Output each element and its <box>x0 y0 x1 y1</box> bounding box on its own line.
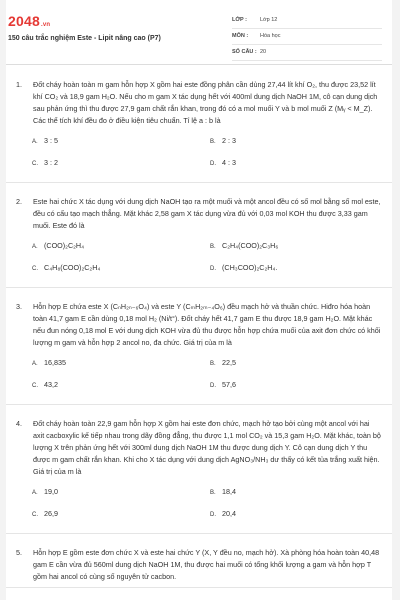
option-a[interactable] <box>32 240 84 252</box>
question-text <box>16 196 382 232</box>
question-body: Đốt cháy hoàn toàn m gam hỗn hợp X gồm hai este đồng phân cần dùng 27,44 lít khí O₂, thu được 23,52 lít khí CO₂ và 18,9 gam H₂O. Nếu cho m gam X tác dụng hết với 400ml dung dịch NaOH 1M, cô cạn dung dịch sau phản ứng thì thu được 27,9 gam chất rắn khan, trong đó có a mol muối Y và b mol muối Z (Mᵧ < M_Z). Các thể tích khí đều đo ở điều kiện tiêu chuẩn. Tỉ lệ a : b là <box>33 80 378 125</box>
meta-value: Lớp 12 <box>260 17 278 23</box>
logo-suffix: .vn <box>40 22 51 28</box>
option-c[interactable] <box>32 379 58 391</box>
question-text <box>16 418 382 478</box>
option-text: 3 : 2 <box>44 158 58 167</box>
site-logo[interactable] <box>8 13 50 29</box>
answer-options <box>32 354 382 400</box>
option-letter: B. <box>210 139 216 145</box>
question-number: 5. <box>16 548 22 557</box>
option-letter: A. <box>32 244 38 250</box>
option-letter: D. <box>210 512 216 518</box>
question-1 <box>6 66 392 183</box>
question-body: Este hai chức X tác dụng với dung dịch NaOH tạo ra một muối và một ancol đều có số mol bằng số mol este, đều có cấu tạo mạch thẳng. Mặt khác 2,58 gam X tác dụng vừa đủ với 0,03 mol KOH thu được 3,33 gam muối. Este đó là <box>33 197 381 230</box>
meta-key: SỐ CÂU : <box>232 49 257 55</box>
option-b[interactable] <box>210 135 236 147</box>
question-text <box>16 547 382 583</box>
option-b[interactable] <box>210 486 236 498</box>
option-letter: D. <box>210 383 216 389</box>
option-a[interactable] <box>32 135 58 147</box>
option-text: 20,4 <box>222 509 236 518</box>
meta-row-subject <box>232 29 382 45</box>
question-5 <box>6 534 392 588</box>
option-letter: A. <box>32 139 38 145</box>
document-header <box>6 0 392 65</box>
option-text: 26,9 <box>44 509 58 518</box>
document-page <box>6 0 392 600</box>
option-c[interactable] <box>32 508 58 520</box>
meta-row-class <box>232 13 382 29</box>
document-title: 150 câu trắc nghiệm Este - Lipit nâng cao (P7) <box>8 35 161 42</box>
option-d[interactable] <box>210 508 236 520</box>
question-text <box>16 301 382 349</box>
option-text: C₄H₈(COO)₂C₂H₄ <box>44 263 101 272</box>
option-b[interactable] <box>210 357 236 369</box>
option-text: 43,2 <box>44 380 58 389</box>
option-d[interactable] <box>210 157 236 169</box>
meta-value: Hóa học <box>260 33 281 39</box>
option-text: C₂H₄(COO)₂C₃H₆ <box>222 241 279 250</box>
question-body: Hỗn hợp E gồm este đơn chức X và este hai chức Y (X, Y đều no, mạch hở). Xà phòng hóa hoàn toàn 40,48 gam E cần vừa đủ 560ml dung dịch NaOH 1M, thu được hai muối có tổng khối lượng a gam và hỗn hợp T gồm hai ancol có cùng số nguyên tử cacbon. <box>33 548 380 581</box>
option-d[interactable] <box>210 379 236 391</box>
option-text: 2 : 3 <box>222 136 236 145</box>
option-a[interactable] <box>32 357 66 369</box>
option-letter: B. <box>210 361 216 367</box>
question-number: 3. <box>16 302 22 311</box>
meta-row-count <box>232 45 382 61</box>
document-meta <box>232 13 382 61</box>
question-3 <box>6 288 392 405</box>
option-letter: B. <box>210 490 216 496</box>
answer-options <box>32 237 382 283</box>
answer-options <box>32 483 382 529</box>
option-text: (CH₃COO)₂C₂H₄. <box>222 263 278 272</box>
option-letter: C. <box>32 266 38 272</box>
question-4 <box>6 405 392 534</box>
answer-options <box>32 132 382 178</box>
option-text: (COO)₂C₂H₄ <box>44 241 85 250</box>
option-b[interactable] <box>210 240 278 252</box>
option-letter: D. <box>210 266 216 272</box>
option-c[interactable] <box>32 157 58 169</box>
option-d[interactable] <box>210 262 277 274</box>
logo-text: 2048 <box>8 13 40 29</box>
option-text: 4 : 3 <box>222 158 236 167</box>
option-a[interactable] <box>32 486 58 498</box>
question-number: 2. <box>16 197 22 206</box>
question-number: 1. <box>16 80 22 89</box>
question-number: 4. <box>16 419 22 428</box>
question-body: Hỗn hợp E chứa este X (CₙH₂ₙ₋₆O₄) và este Y (CₘH₂ₘ₋₄O₆) đều mạch hở và thuần chức. Hiđro hóa hoàn toàn 41,7 gam E cần dùng 0,18 mol H₂ (Ni/t°). Đốt cháy hết 41,7 gam E thu được 18,9 gam H₂O. Mặt khác nếu đun nóng 0,18 mol E với dung dịch KOH vừa đủ thu được hỗn hợp chứa muối của axit đơn chức có khối lượng m gam và hỗn hợp 2 ancol no, đa chức. Giá trị của m là <box>33 302 381 347</box>
option-letter: A. <box>32 361 38 367</box>
meta-key: MÔN : <box>232 33 249 39</box>
question-2 <box>6 183 392 288</box>
option-letter: D. <box>210 161 216 167</box>
option-letter: C. <box>32 512 38 518</box>
option-text: 16,835 <box>44 358 66 367</box>
option-letter: C. <box>32 383 38 389</box>
meta-value: 20 <box>260 49 267 55</box>
option-text: 22,5 <box>222 358 236 367</box>
option-letter: A. <box>32 490 38 496</box>
question-text <box>16 79 382 127</box>
question-body: Đốt cháy hoàn toàn 22,9 gam hỗn hợp X gồm hai este đơn chức, mạch hở tạo bởi cùng một ancol với hai axit cacboxylic kế tiếp nhau trong dãy đồng đẳng, thu được 1,1 mol CO₂ và 15,3 gam H₂O. Mặt khác, toàn bộ lượng X trên phản ứng hết với 300ml dung dịch NaOH 1M thu được dung dịch Y. Cô cạn dung dịch Y thu được m gam chất rắn khan. Khi cho X tác dụng với dung dịch AgNO₃/NH₃ dư thấy có kết tủa trắng xuất hiện. Giá trị của m là <box>33 419 381 476</box>
option-text: 57,6 <box>222 380 236 389</box>
option-c[interactable] <box>32 262 100 274</box>
option-text: 3 : 5 <box>44 136 58 145</box>
option-text: 19,0 <box>44 487 58 496</box>
meta-key: LỚP : <box>232 17 247 23</box>
question-list <box>6 66 392 588</box>
option-letter: C. <box>32 161 38 167</box>
option-letter: B. <box>210 244 216 250</box>
option-text: 18,4 <box>222 487 236 496</box>
